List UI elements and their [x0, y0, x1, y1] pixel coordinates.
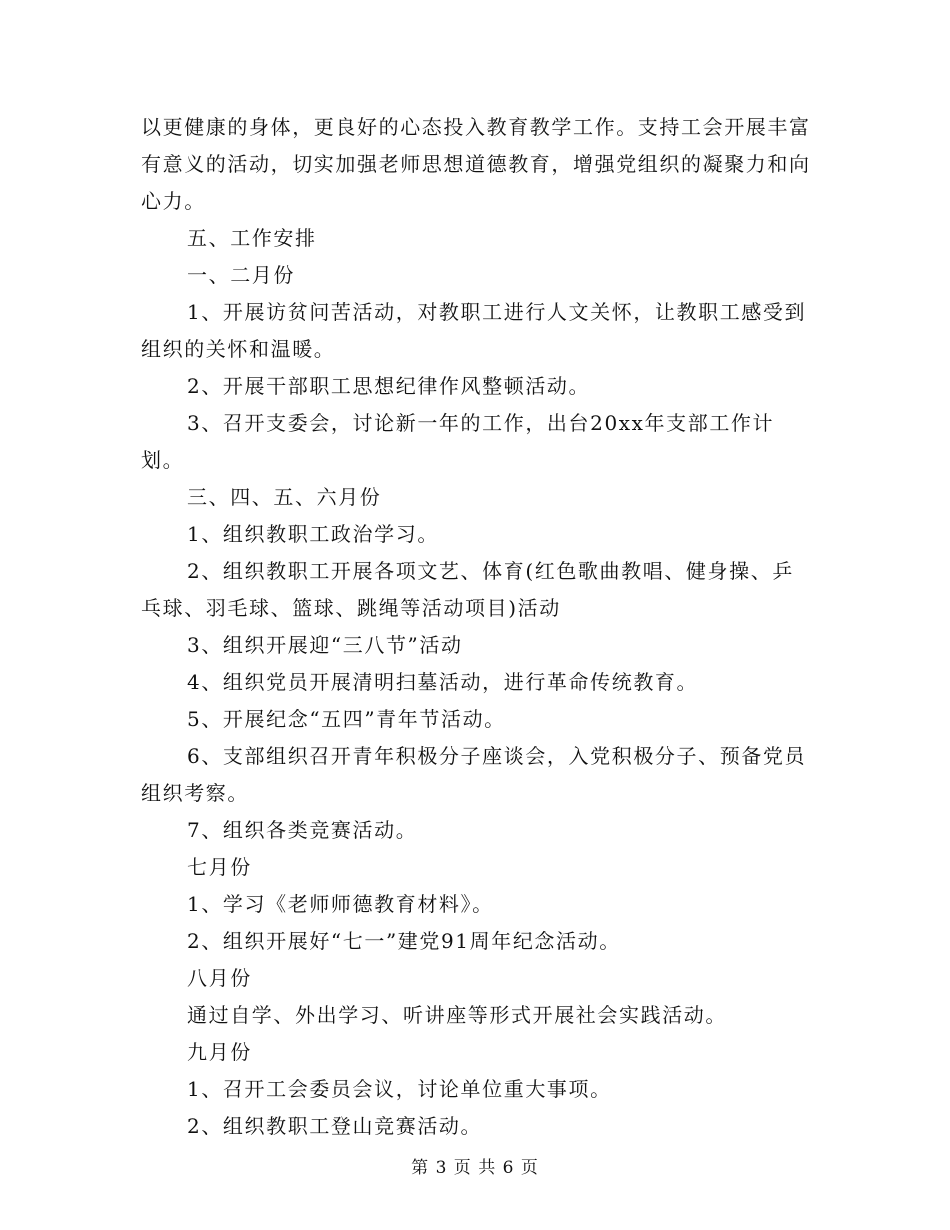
paragraph: 6、支部组织召开青年积极分子座谈会，入党积极分子、预备党员组织考察。: [141, 744, 807, 805]
paragraph: 7、组织各类竞赛活动。: [187, 818, 418, 842]
paragraph: 3、组织开展迎“三八节”活动: [187, 633, 463, 657]
paragraph: 八月份: [187, 966, 252, 990]
paragraph: 2、组织教职工登山竞赛活动。: [187, 1114, 483, 1138]
paragraph: 五、工作安排: [187, 226, 317, 250]
paragraph: 1、召开工会委员会议，讨论单位重大事项。: [187, 1077, 612, 1101]
paragraph: 三、四、五、六月份: [187, 485, 382, 509]
paragraph: 以更健康的身体，更良好的心态投入教育教学工作。支持工会开展丰富有意义的活动，切实加强老师思想道德教育，增强党组织的凝聚力和向心力。: [141, 115, 811, 213]
paragraph: 3、召开支委会，讨论新一年的工作，出台20xx年支部工作计划。: [141, 411, 775, 472]
paragraph: 七月份: [187, 855, 252, 879]
paragraph: 2、开展干部职工思想纪律作风整顿活动。: [187, 374, 591, 398]
paragraph: 1、组织教职工政治学习。: [187, 522, 439, 546]
paragraph: 1、开展访贫问苦活动，对教职工进行人文关怀，让教职工感受到组织的关怀和温暖。: [141, 300, 807, 361]
paragraph: 5、开展纪念“五四”青年节活动。: [187, 707, 506, 731]
paragraph: 通过自学、外出学习、听讲座等形式开展社会实践活动。: [187, 1003, 727, 1027]
paragraph: 2、组织教职工开展各项文艺、体育(红色歌曲教唱、健身操、乒乓球、羽毛球、篮球、跳绳等活动项目)活动: [141, 559, 794, 620]
document-body: [141, 109, 813, 1145]
paragraph: 九月份: [187, 1040, 252, 1064]
paragraph: 2、组织开展好“七一”建党91周年纪念活动。: [187, 929, 621, 953]
paragraph: 4、组织党员开展清明扫墓活动，进行革命传统教育。: [187, 670, 699, 694]
paragraph: 1、学习《老师师德教育材料》。: [187, 892, 494, 916]
page-number-footer: 第 3 页 共 6 页: [411, 1158, 539, 1178]
paragraph: 一、二月份: [187, 263, 295, 287]
